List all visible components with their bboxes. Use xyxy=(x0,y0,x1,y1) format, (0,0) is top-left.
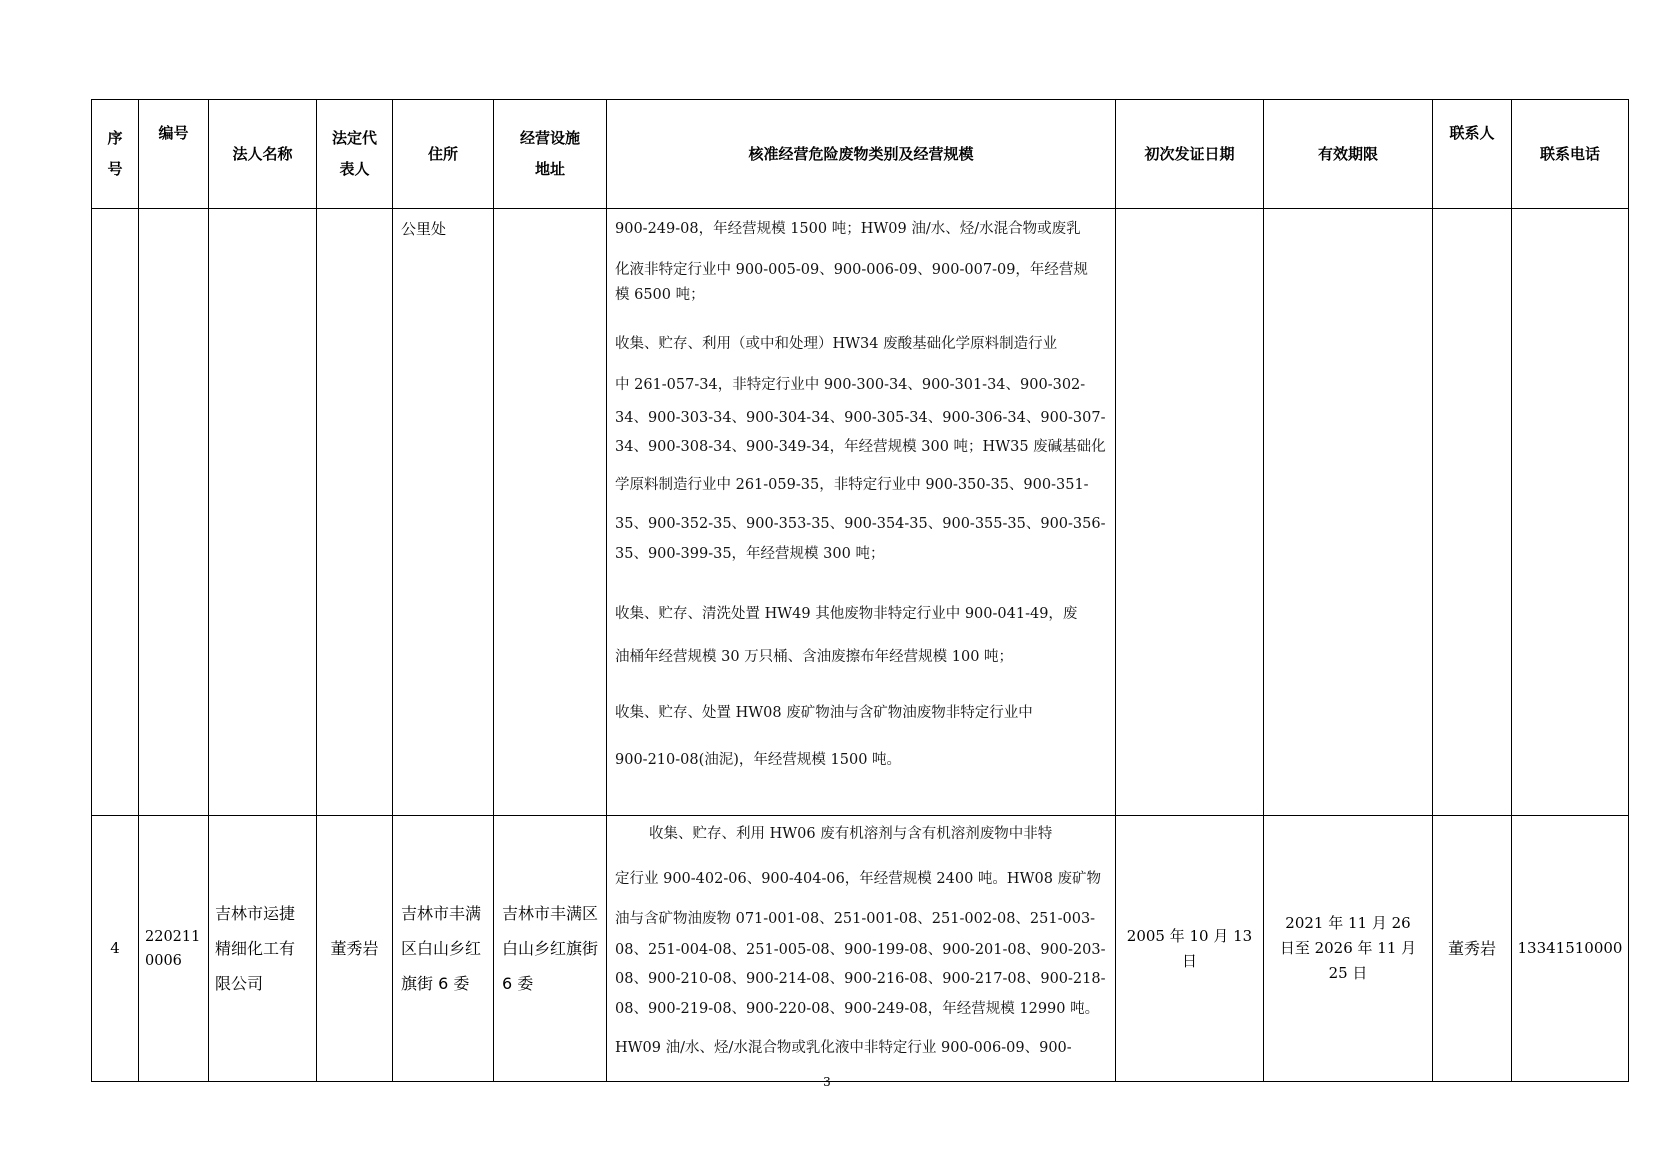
phone-text: 13341510000 xyxy=(1517,939,1623,957)
header-legal-name xyxy=(209,100,317,209)
cell-address-cont xyxy=(393,209,494,816)
cell-rep xyxy=(317,816,393,1082)
address-text: 吉林市丰满区白山乡红旗街 6 委 xyxy=(401,904,482,993)
scope-line: 收集、贮存、利用 HW06 废有机溶剂与含有机溶剂废物中非特 xyxy=(649,826,1053,842)
cell-phone xyxy=(1512,816,1629,1082)
scope-line: 定行业 900-402-06、900-404-06，年经营规模 2400 吨。HW08 废矿物 xyxy=(615,871,1102,887)
header-validity-text: 有效期限 xyxy=(1317,144,1378,163)
header-legal-name-text: 法人名称 xyxy=(232,144,293,163)
cell-seq xyxy=(92,816,139,1082)
scope-cont xyxy=(607,209,1115,779)
scope-line: 中 261-057-34，非特定行业中 900-300-34、900-301-34、900-302- xyxy=(615,377,1086,393)
first-date-text: 2005 年 10 月 13 日 xyxy=(1126,926,1253,970)
cell-phone-cont xyxy=(1512,209,1629,816)
header-code-text: 编号 xyxy=(158,124,189,142)
code-text: 2202110006 xyxy=(145,928,201,969)
header-first-date xyxy=(1116,100,1264,209)
rep-text: 董秀岩 xyxy=(330,939,379,958)
cell-validity xyxy=(1264,816,1433,1082)
contact-text: 董秀岩 xyxy=(1447,939,1496,958)
scope-line: 35、900-352-35、900-353-35、900-354-35、900-355-35、900-356- xyxy=(615,516,1106,532)
scope-line: 900-249-08，年经营规模 1500 吨；HW09 油/水、烃/水混合物或废乳 xyxy=(615,221,1081,237)
header-phone xyxy=(1512,100,1629,209)
scope-row4 xyxy=(607,816,1115,1065)
scope-line: 收集、贮存、处置 HW08 废矿物油与含矿物油废物非特定行业中 xyxy=(615,705,1033,721)
header-address xyxy=(393,100,494,209)
cell-scope xyxy=(607,816,1116,1082)
legal-name-text: 吉林市运捷精细化工有限公司 xyxy=(215,904,296,993)
facility-text: 吉林市丰满区白山乡红旗街 6 委 xyxy=(502,904,599,993)
permit-table xyxy=(91,99,1629,1082)
scope-line: HW09 油/水、烃/水混合物或乳化液中非特定行业 900-006-09、900- xyxy=(615,1040,1072,1056)
cell-contact xyxy=(1433,816,1512,1082)
cell-legal-name-cont xyxy=(209,209,317,816)
header-rep-text: 法定代 表人 xyxy=(331,129,377,178)
cell-first-date-cont xyxy=(1116,209,1264,816)
scope-line: 34、900-308-34、900-349-34，年经营规模 300 吨；HW35 废碱基础化 xyxy=(615,439,1106,455)
header-row xyxy=(92,100,1629,209)
header-facility-text: 经营设施 地址 xyxy=(519,129,580,178)
scope-line: 学原料制造行业中 261-059-35，非特定行业中 900-350-35、900-351- xyxy=(615,477,1089,493)
header-first-date-text: 初次发证日期 xyxy=(1144,144,1235,163)
scope-line: 油与含矿物油废物 071-001-08、251-001-08、251-002-08、251-003- xyxy=(615,911,1096,927)
cell-contact-cont xyxy=(1433,209,1512,816)
scope-line: 08、900-210-08、900-214-08、900-216-08、900-217-08、900-218- xyxy=(615,971,1106,987)
cell-scope-cont xyxy=(607,209,1116,816)
seq-text: 4 xyxy=(110,939,120,957)
scope-line: 34、900-303-34、900-304-34、900-305-34、900-306-34、900-307- xyxy=(615,410,1106,426)
header-contact xyxy=(1433,100,1512,209)
scope-line: 收集、贮存、利用（或中和处理）HW34 废酸基础化学原料制造行业 xyxy=(615,336,1058,352)
address-cont-text: 公里处 xyxy=(401,220,447,238)
header-validity xyxy=(1264,100,1433,209)
header-address-text: 住所 xyxy=(427,144,458,163)
table-row-continued xyxy=(92,209,1629,816)
cell-legal-name xyxy=(209,816,317,1082)
scope-line: 油桶年经营规模 30 万只桶、含油废擦布年经营规模 100 吨； xyxy=(615,649,1014,665)
scope-line: 35、900-399-35，年经营规模 300 吨； xyxy=(615,546,885,562)
validity-text: 2021 年 11 月 26 日至 2026 年 11 月 25 日 xyxy=(1279,914,1417,982)
cell-facility-cont xyxy=(494,209,607,816)
cell-address xyxy=(393,816,494,1082)
header-seq-text: 序 号 xyxy=(107,129,123,178)
table-row-4 xyxy=(92,816,1629,1082)
scope-line: 模 6500 吨； xyxy=(615,287,705,303)
cell-validity-cont xyxy=(1264,209,1433,816)
scope-line: 08、251-004-08、251-005-08、900-199-08、900-201-08、900-203- xyxy=(615,942,1106,958)
header-scope xyxy=(607,100,1116,209)
header-scope-text: 核准经营危险废物类别及经营规模 xyxy=(748,144,974,163)
cell-code xyxy=(139,816,209,1082)
header-rep xyxy=(317,100,393,209)
header-seq xyxy=(92,100,139,209)
scope-line: 收集、贮存、清洗处置 HW49 其他废物非特定行业中 900-041-49，废 xyxy=(615,606,1078,622)
header-phone-text: 联系电话 xyxy=(1539,144,1600,163)
cell-facility xyxy=(494,816,607,1082)
header-code xyxy=(139,100,209,209)
scope-line: 化液非特定行业中 900-005-09、900-006-09、900-007-09，年经营规 xyxy=(615,262,1088,278)
cell-seq-cont xyxy=(92,209,139,816)
page-number: 3 xyxy=(823,1075,831,1089)
cell-first-date xyxy=(1116,816,1264,1082)
cell-code-cont xyxy=(139,209,209,816)
header-facility xyxy=(494,100,607,209)
scope-line: 08、900-219-08、900-220-08、900-249-08，年经营规模 12990 吨。 xyxy=(615,1001,1100,1017)
scope-line: 900-210-08(油泥)，年经营规模 1500 吨。 xyxy=(615,752,902,768)
cell-rep-cont xyxy=(317,209,393,816)
header-contact-text: 联系人 xyxy=(1449,124,1495,142)
